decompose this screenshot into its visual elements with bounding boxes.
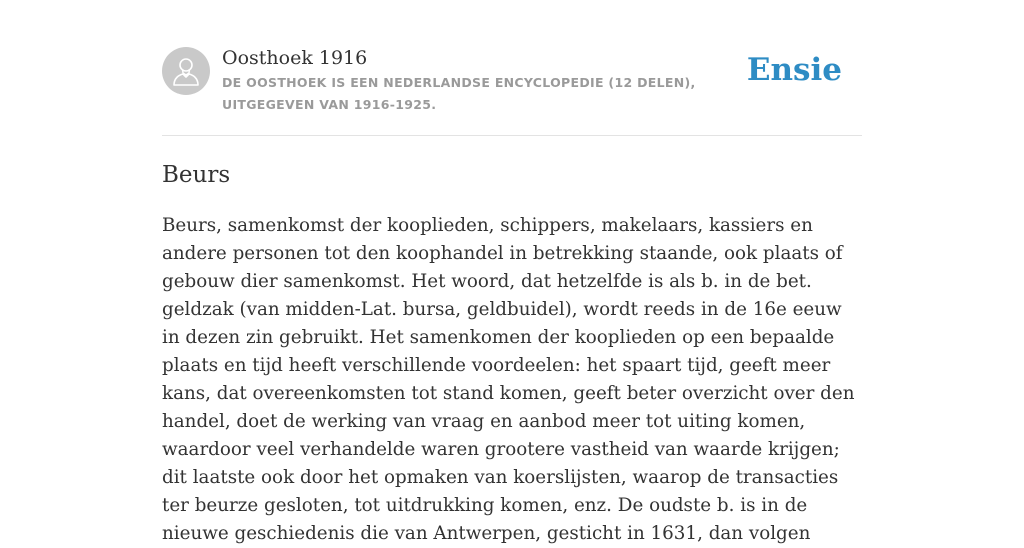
article-title: Beurs <box>162 162 231 188</box>
article-body: Beurs, samenkomst der kooplieden, schippers, makelaars, kassiers en andere personen tot den koophandel in betrekking staande, ook plaats of gebouw dier samenkomst. Het woord, dat hetzelfde is als b. in de bet. geldzak (van midden-Lat. bursa, geldbuidel), wordt reeds in de 16e eeuw in dezen zin gebruikt. Het samenkomen der kooplieden op een bepaalde plaats en tijd heeft verschillende voordeelen: het spaart tijd, geeft meer kans, dat overeenkomsten tot stand komen, geeft beter overzicht over den handel, doet de werking van vraag en aanbod meer tot uiting komen, waardoor veel verhandelde waren grootere vastheid van waarde krijgen; dit laatste ook door het opmaken van koerslijsten, waarop de transacties ter beurze gesloten, tot uitdrukking komen, enz. De oudste b. is in de nieuwe geschiedenis die van Antwerpen, gesticht in 1631, dan volgen <box>162 215 855 544</box>
person-silhouette-icon <box>172 56 200 86</box>
brand-logo[interactable]: Ensie <box>746 52 842 88</box>
source-header <box>162 46 862 136</box>
source-name[interactable]: Oosthoek 1916 <box>222 47 368 69</box>
source-description: DE OOSTHOEK IS EEN NEDERLANDSE ENCYCLOPEDIE (12 DELEN), UITGEGEVEN VAN 1916-1925. <box>222 75 696 112</box>
avatar[interactable] <box>162 47 210 95</box>
header-divider <box>162 135 862 136</box>
